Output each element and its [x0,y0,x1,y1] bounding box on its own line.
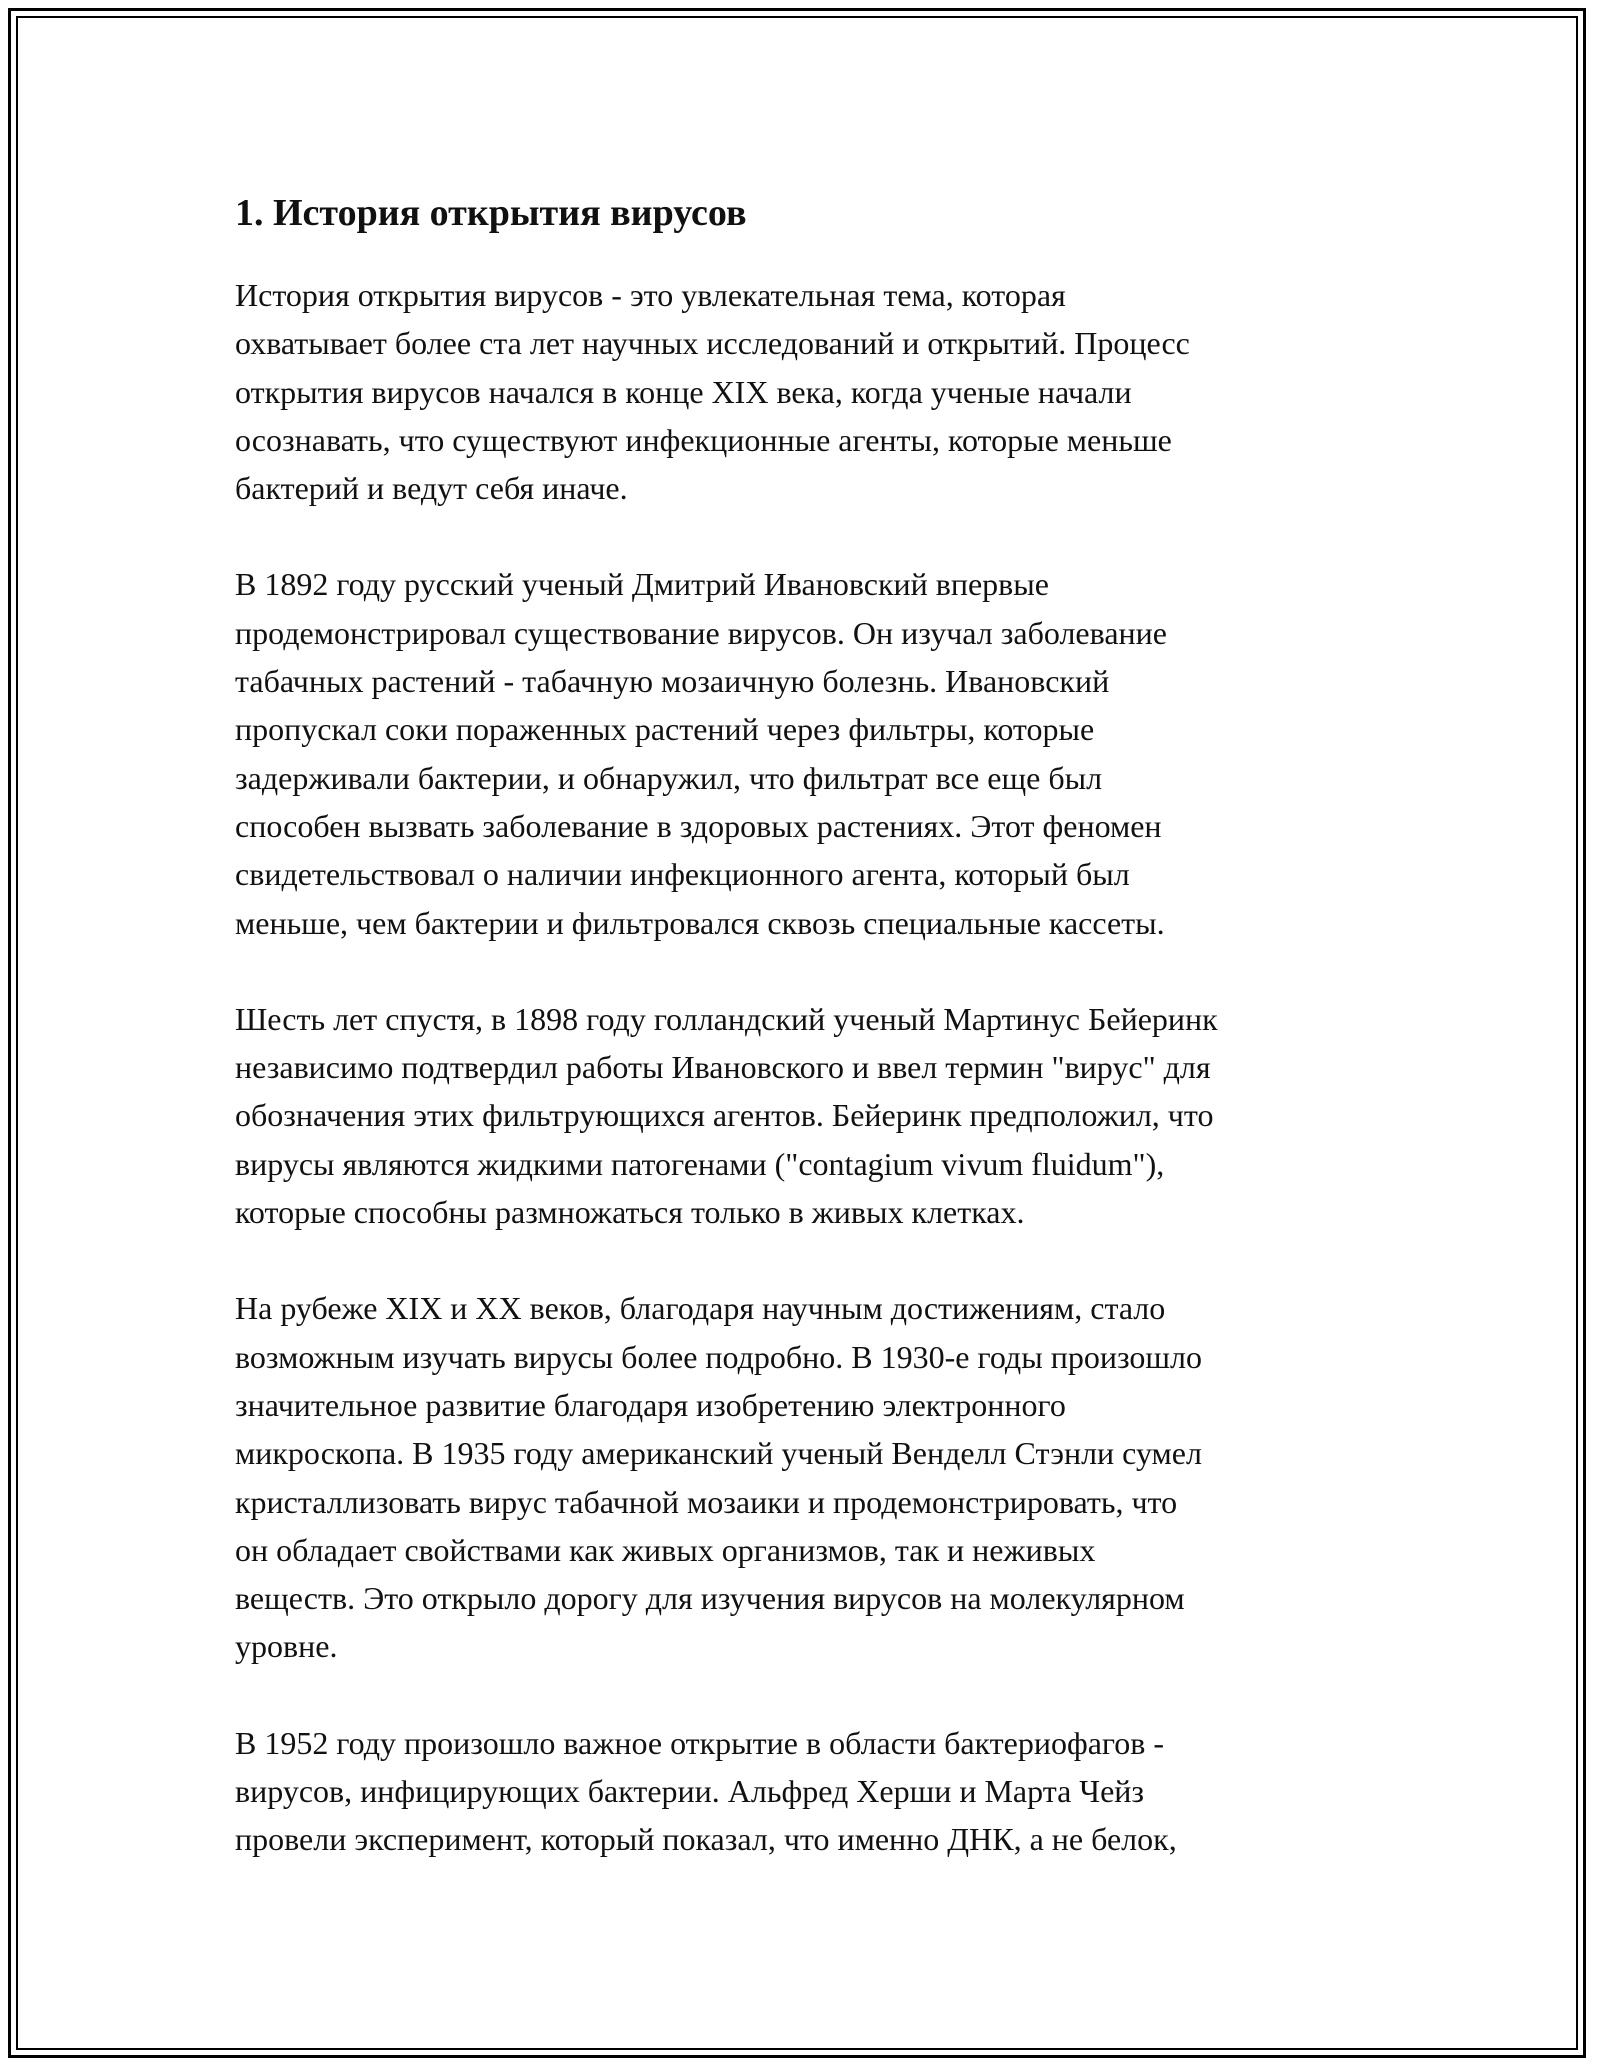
text-line: провели эксперимент, который показал, что именно ДНК, а не белок, [235,1821,1177,1858]
text-line: Шесть лет спустя, в 1898 году голландский ученый Мартинус Бейеринк [235,1000,1218,1037]
text-line: В 1892 году русский ученый Дмитрий Ивановский впервые [235,566,1049,603]
text-line: независимо подтвердил работы Ивановского и ввел термин "вирус" для [235,1049,1211,1086]
paragraph [235,1719,1375,1864]
paragraph [235,995,1375,1236]
text-line: значительное развитие благодаря изобретению электронного [235,1386,1066,1423]
text-line: меньше, чем бактерии и фильтровался сквозь специальные кассеты. [235,904,1165,941]
paragraph-container [235,271,1375,1864]
section-heading: 1. История открытия вирусов [235,192,747,234]
text-line: открытия вирусов начался в конце XIX века, когда ученые начали [235,373,1132,410]
text-line: продемонстрировал существование вирусов. Он изучал заболевание [235,614,1167,651]
text-line: бактерий и ведут себя иначе. [235,470,628,507]
text-line: осознавать, что существуют инфекционные агенты, которые меньше [235,421,1172,458]
text-line: охватывает более ста лет научных исследований и открытий. Процесс [235,325,1190,362]
text-line: История открытия вирусов - это увлекательная тема, которая [235,277,1066,313]
paragraph [235,560,1375,946]
text-line: которые способны размножаться только в живых клетках. [235,1194,1025,1231]
text-line: табачных растений - табачную мозаичную болезнь. Ивановский [235,663,1110,700]
text-line: вирусы являются жидкими патогенами ("contagium vivum fluidum"), [235,1145,1165,1182]
text-line: На рубеже XIX и XX веков, благодаря научным достижениям, стало [235,1290,1166,1327]
text-line: задерживали бактерии, и обнаружил, что фильтрат все еще был [235,759,1103,796]
paragraph [235,271,1375,512]
text-line: он обладает свойствами как живых организмов, так и неживых [235,1531,1096,1568]
text-line: возможным изучать вирусы более подробно. В 1930-е годы произошло [235,1338,1202,1375]
text-line: В 1952 году произошло важное открытие в области бактериофагов - [235,1724,1165,1761]
text-line: кристаллизовать вирус табачной мозаики и продемонстрировать, что [235,1483,1178,1520]
text-line: микроскопа. В 1935 году американский ученый Венделл Стэнли сумел [235,1435,1202,1472]
document-body [235,185,1375,1912]
text-line: уровне. [235,1628,338,1665]
text-line: веществ. Это открыло дорогу для изучения вирусов на молекулярном [235,1580,1185,1617]
text-line: вирусов, инфицирующих бактерии. Альфред Херши и Марта Чейз [235,1773,1145,1810]
text-line: свидетельствовал о наличии инфекционного агента, который был [235,856,1130,893]
text-line: способен вызвать заболевание в здоровых растениях. Этот феномен [235,807,1162,844]
paragraph [235,1284,1375,1670]
text-line: пропускал соки пораженных растений через фильтры, которые [235,711,1095,748]
text-line: обозначения этих фильтрующихся агентов. Бейеринк предположил, что [235,1097,1214,1134]
